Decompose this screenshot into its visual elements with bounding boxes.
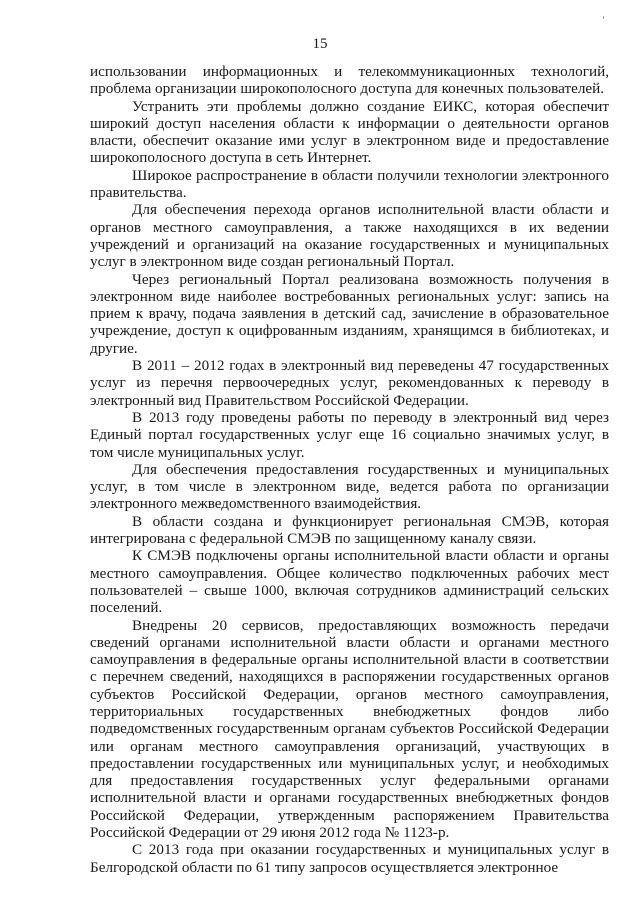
paragraph: Широкое распространение в области получили технологии электронного правительства. [90,166,609,202]
corner-mark: ʼ [602,15,605,25]
paragraph: В 2011 – 2012 годах в электронный вид переведены 47 государственных услуг из перечня первоочередных услуг, рекомендованных к переводу в электронный вид Правительством Российской Федерации. [90,357,609,409]
body-text [90,63,609,876]
paragraph: К СМЭВ подключены органы исполнительной власти области и органы местного самоуправления. Общее количество подключенных рабочих мест пользователей – свыше 1000, включая сотрудников администраций сельских поселений. [90,547,609,617]
paragraph: Внедрены 20 сервисов, предоставляющих возможность передачи сведений органами исполнительной власти области и органами местного самоуправления в федеральные органы исполнительной власти в соответствии с перечнем сведений, находящихся в распоряжении государственных органов субъектов Российской Федерации, органов местного самоуправления, территориальных государственных внебюджетных фондов либо подведомственных государственным органам субъектов Российской Федерации или органам местного самоуправления организаций, участвующих в предоставлении государственных или муниципальных услуг, и необходимых для предоставления государственных услуг федеральными органами исполнительной власти и органами государственных внебюджетных фондов Российской Федерации, утвержденным распоряжением Правительства Российской Федерации от 29 июня 2012 года № 1123-р. [90,616,609,842]
paragraph: В области создана и функционирует региональная СМЭВ, которая интегрирована с федеральной СМЭВ по защищенному каналу связи. [90,512,609,548]
paragraph: Через региональный Портал реализована возможность получения в электронном виде наиболее востребованных региональных услуг: запись на прием к врачу, подача заявления в детский сад, зачисление в образовательное учреждение, доступ к оцифрованным изданиям, хранящимся в библиотеках, и другие. [90,270,609,357]
paragraph: Для обеспечения перехода органов исполнительной власти области и органов местного самоуправления, а также находящихся в их ведении учреждений и организаций на оказание государственных и муниципальных услуг в электронном виде создан региональный Портал. [90,201,609,271]
paragraph-continued: использовании информационных и телекоммуникационных технологий, проблема организации широкополосного доступа для конечных пользователей. [90,63,609,98]
paragraph: С 2013 года при оказании государственных и муниципальных услуг в Белгородской области по 61 типу запросов осуществляется электронное [90,841,609,876]
paragraph: Устранить эти проблемы должно создание ЕИКС, которая обеспечит широкий доступ населения области к информации о деятельности органов власти, обеспечит оказание ими услуг в электронном виде и предоставление широкополосного доступа в сеть Интернет. [90,97,609,167]
paragraph: В 2013 году проведены работы по переводу в электронный вид через Единый портал государственных услуг еще 16 социально значимых услуг, в том числе муниципальных услуг. [90,408,609,461]
page-number: 15 [312,36,328,52]
paragraph: Для обеспечения предоставления государственных и муниципальных услуг, в том числе в электронном виде, ведется работа по организации электронного межведомственного взаимодействия. [90,460,609,513]
